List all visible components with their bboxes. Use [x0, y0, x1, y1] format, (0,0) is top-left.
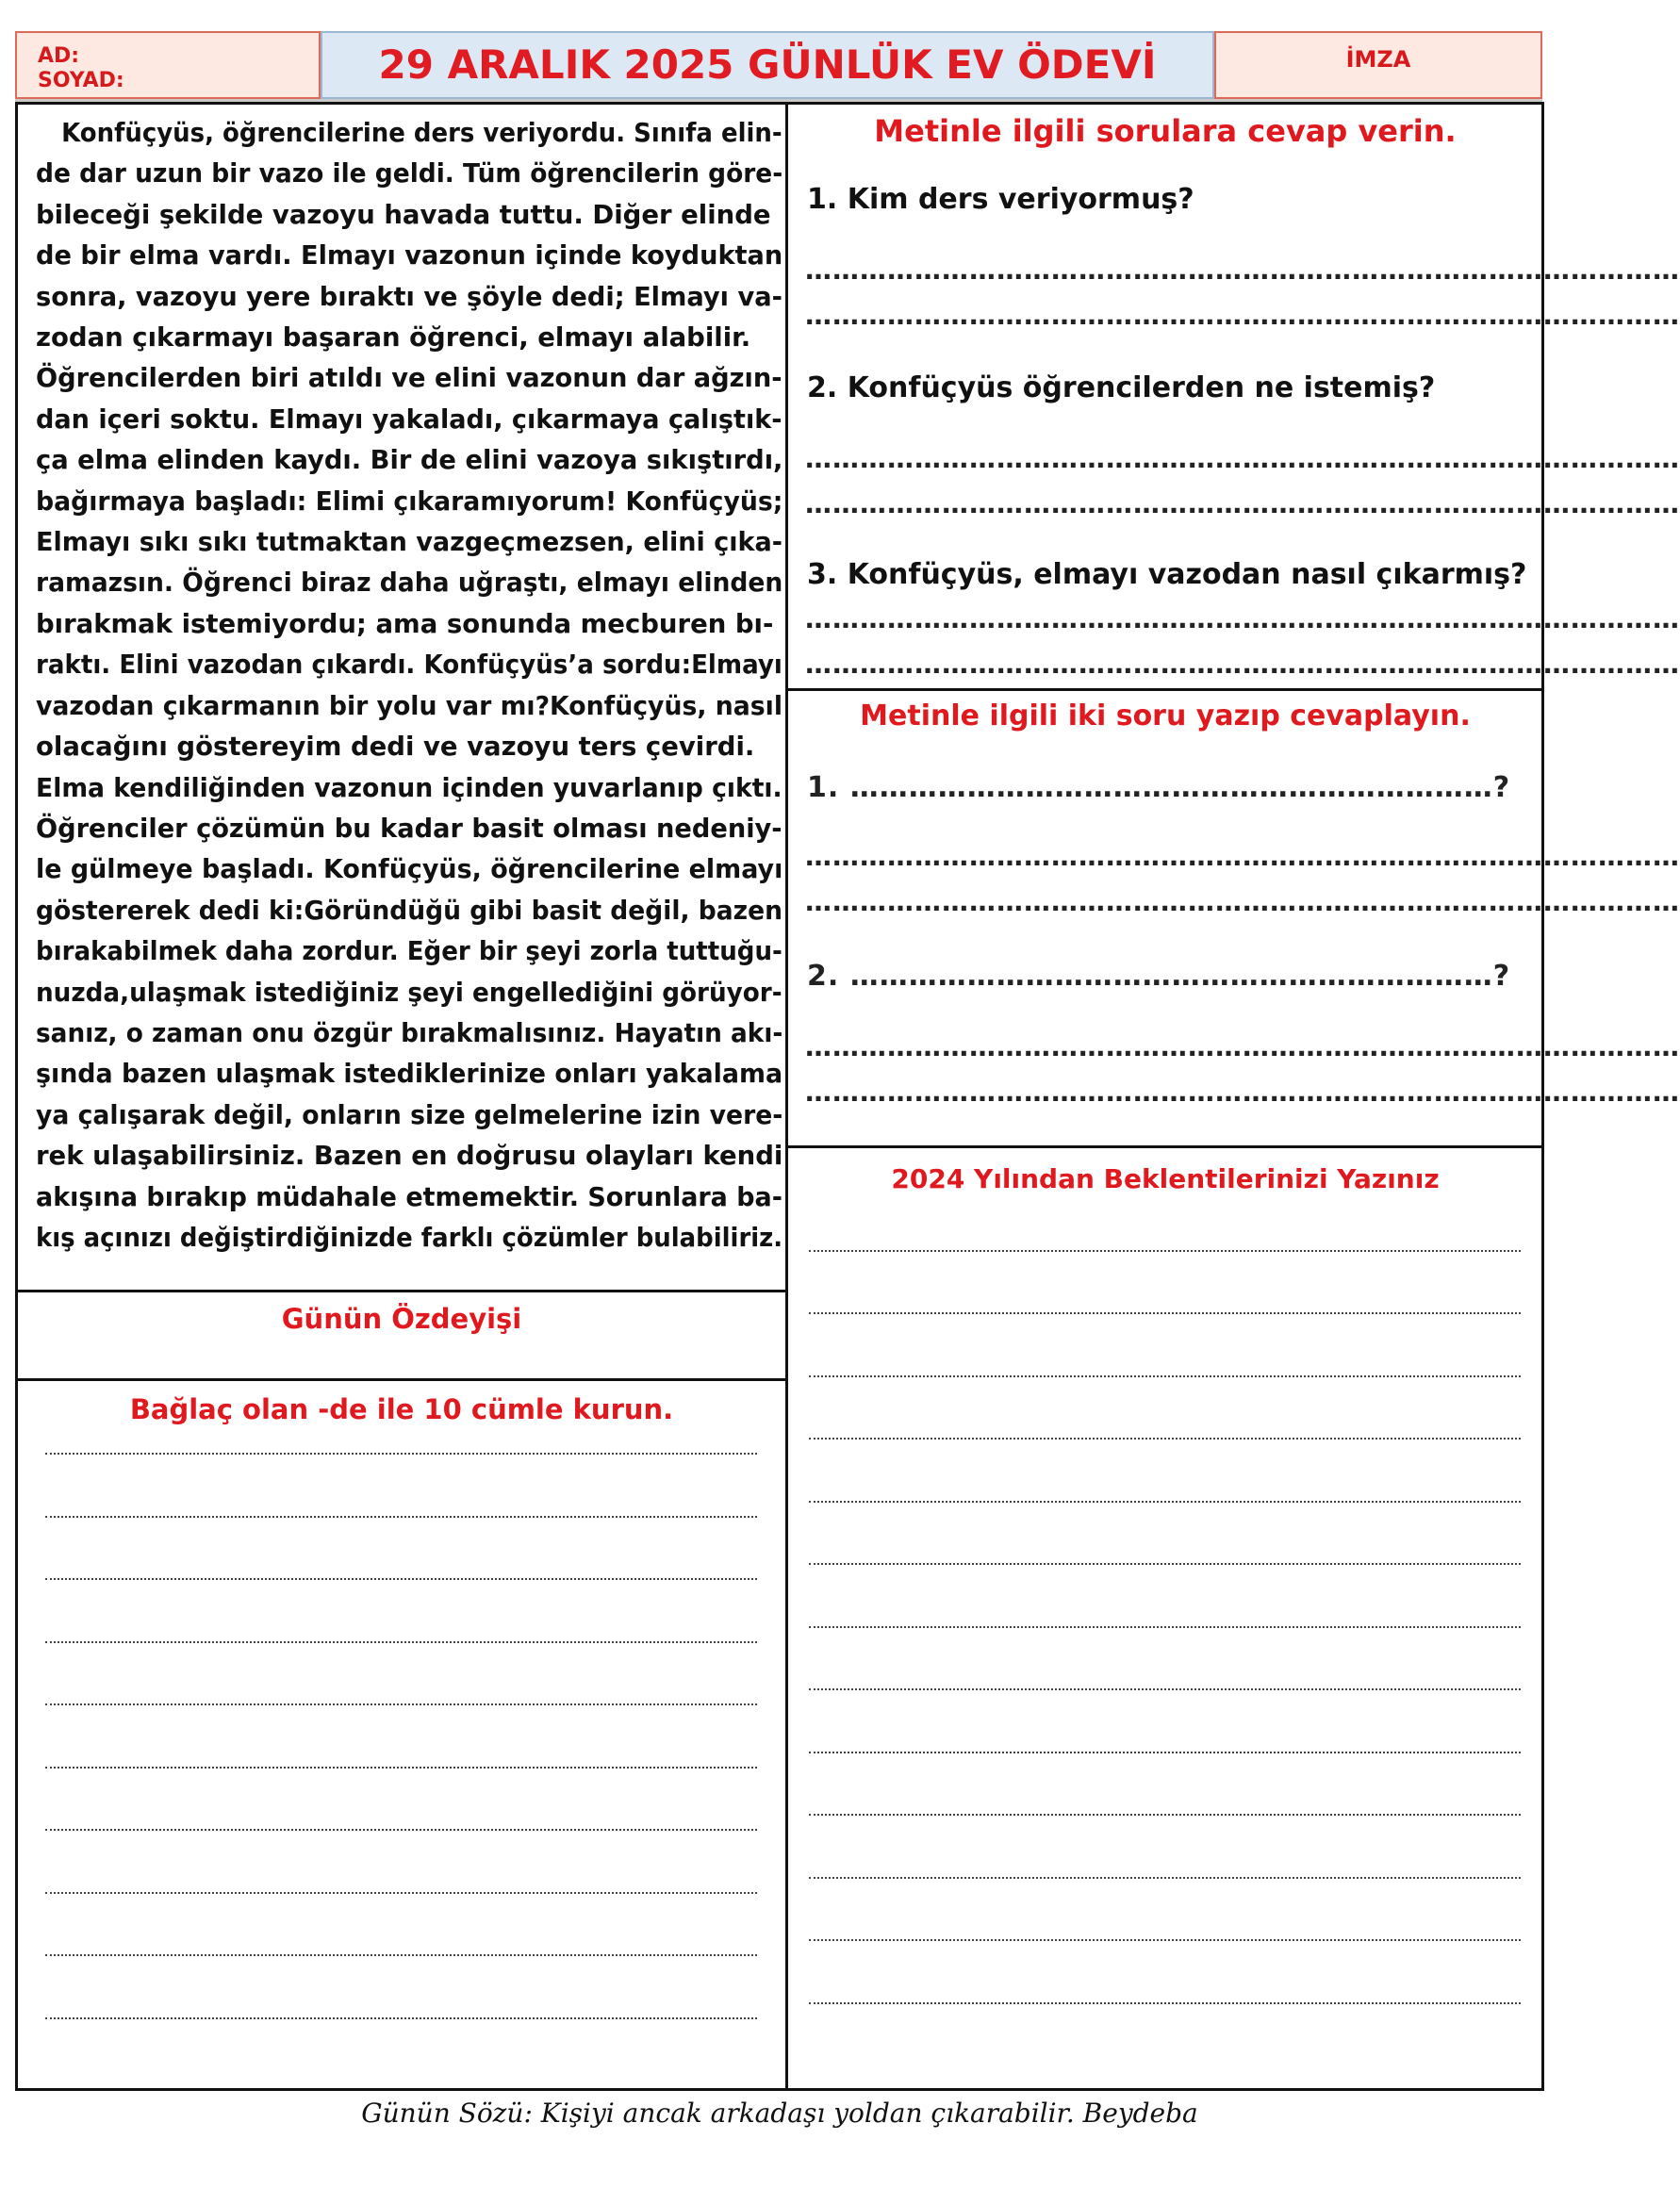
story-line: de dar uzun bir vazo ile geldi. Tüm öğrencilerin göre- [36, 158, 783, 189]
own-question-1[interactable]: 1. …………………………………………………………? [807, 771, 1511, 804]
story-line: Elmayı sıkı sıkı tutmaktan vazgeçmezsen, elini çıka- [36, 527, 783, 558]
writing-line[interactable] [809, 2002, 1521, 2004]
story-line: ramazsın. Öğrenci biraz daha uğraştı, elmayı elinden [36, 568, 783, 599]
writing-line[interactable] [45, 1578, 757, 1580]
writing-line[interactable] [809, 1563, 1521, 1565]
story-line: zodan çıkarmayı başaran öğrenci, elmayı alabilir. [36, 322, 751, 354]
own-questions-section-title: Metinle ilgili iki soru yazıp cevaplayın. [860, 699, 1471, 732]
writing-line[interactable] [45, 1516, 757, 1518]
story-line: ya çalışarak değil, onların size gelmelerine izin vere- [36, 1099, 783, 1130]
question-3: 3. Konfüçyüs, elmayı vazodan nasıl çıkarmış? [807, 558, 1527, 591]
writing-line[interactable] [809, 1626, 1521, 1628]
story-line: bağırmaya başladı: Elimi çıkaramıyorum! Konfüçyüs; [36, 485, 783, 517]
answer-dots[interactable]: …………………………………………………………………………………… [805, 886, 1680, 917]
writing-line[interactable] [45, 1453, 757, 1455]
story-line: rek ulaşabilirsiniz. Bazen en doğrusu olayları kendi [36, 1141, 783, 1172]
signature-field [1214, 31, 1542, 99]
page-title: 29 ARALIK 2025 GÜNLÜK EV ÖDEVİ [321, 31, 1214, 99]
footer-quote: Günün Sözü: Kişiyi ancak arkadaşı yoldan çıkarabilir. Beydeba [361, 2098, 1198, 2129]
column-divider [785, 102, 788, 2091]
divider-questions-bottom [785, 688, 1544, 691]
answer-dots[interactable]: …………………………………………………………………………………… [805, 488, 1680, 519]
questions-section-title: Metinle ilgili sorulara cevap verin. [874, 113, 1457, 149]
story-line: bileceği şekilde vazoyu havada tuttu. Diğer elinde [36, 199, 771, 230]
writing-line[interactable] [45, 1641, 757, 1643]
story-line: olacağını göstereyim dedi ve vazoyu ters çevirdi. [36, 732, 755, 763]
expectations-section-title: 2024 Yılından Beklentilerinizi Yazınız [891, 1163, 1440, 1194]
story-line: sanız, o zaman onu özgür bırakmalısınız. Hayatın akı- [36, 1017, 783, 1048]
story-line: sonra, vazoyu yere bıraktı ve şöyle dedi; Elmayı va- [36, 281, 782, 312]
story-line: ça elma elinden kaydı. Bir de elini vazoya sıkıştırdı, [36, 445, 783, 476]
writing-line[interactable] [45, 1703, 757, 1705]
answer-dots[interactable]: …………………………………………………………………………………… [805, 649, 1680, 680]
writing-line[interactable] [45, 1829, 757, 1831]
answer-dots[interactable]: …………………………………………………………………………………… [805, 1031, 1680, 1062]
answer-dots[interactable]: …………………………………………………………………………………… [805, 443, 1680, 474]
signature-label: İMZA [1345, 46, 1411, 73]
writing-line[interactable] [45, 1954, 757, 1956]
story-line: göstererek dedi ki:Göründüğü gibi basit değil, bazen [36, 895, 782, 926]
writing-line[interactable] [809, 1501, 1521, 1503]
question-1: 1. Kim ders veriyormuş? [807, 183, 1194, 216]
answer-dots[interactable]: …………………………………………………………………………………… [805, 300, 1680, 331]
answer-dots[interactable]: …………………………………………………………………………………… [805, 603, 1680, 634]
quote-section-title: Günün Özdeyişi [281, 1303, 522, 1335]
writing-line[interactable] [809, 1752, 1521, 1753]
story-text [36, 113, 781, 1259]
story-line: nuzda,ulaşmak istediğiniz şeyi engellediğini görüyor- [36, 977, 782, 1008]
story-line: Öğrenciler çözümün bu kadar basit olması nedeniy- [36, 813, 782, 844]
story-line: bırakmak istemiyordu; ama sonunda mecburen bı- [36, 608, 774, 639]
writing-line[interactable] [809, 1939, 1521, 1941]
writing-line[interactable] [809, 1312, 1521, 1314]
answer-dots[interactable]: …………………………………………………………………………………… [805, 1077, 1680, 1108]
name-label: AD: [38, 44, 80, 68]
divider-own-questions-bottom [785, 1145, 1544, 1148]
story-line: vazodan çıkarmanın bir yolu var mı?Konfüçyüs, nasıl [36, 690, 782, 721]
conjunction-section-title: Bağlaç olan -de ile 10 cümle kurun. [129, 1393, 674, 1425]
story-line: le gülmeye başladı. Konfüçyüs, öğrencilerine elmayı [36, 854, 783, 885]
surname-label: SOYAD: [38, 69, 124, 92]
story-line: Konfüçyüs, öğrencilerine ders veriyordu. Sınıfa elin- [36, 118, 782, 148]
divider-story-bottom [15, 1290, 787, 1292]
story-line: de bir elma vardı. Elmayı vazonun içinde koyduktan [36, 240, 783, 272]
writing-line[interactable] [809, 1688, 1521, 1690]
story-line: kış açınızı değiştirdiğinizde farklı çözümler bulabiliriz. [36, 1222, 783, 1253]
divider-quote-bottom [15, 1378, 787, 1381]
story-line: dan içeri soktu. Elmayı yakaladı, çıkarmaya çalıştık- [36, 403, 782, 435]
answer-dots[interactable]: …………………………………………………………………………………… [805, 841, 1680, 872]
writing-line[interactable] [45, 1767, 757, 1769]
writing-line[interactable] [809, 1250, 1521, 1252]
story-line: bırakabilmek daha zordur. Eğer bir şeyi zorla tuttuğu- [36, 936, 782, 967]
own-question-2[interactable]: 2. …………………………………………………………? [807, 960, 1511, 993]
story-line: şında bazen ulaşmak istediklerinize onları yakalama [36, 1059, 783, 1090]
writing-line[interactable] [809, 1877, 1521, 1879]
writing-line[interactable] [45, 1892, 757, 1894]
question-2: 2. Konfüçyüs öğrencilerden ne istemiş? [807, 371, 1436, 404]
writing-line[interactable] [809, 1375, 1521, 1377]
story-line: raktı. Elini vazodan çıkardı. Konfüçyüs’a sordu:Elmayı [36, 650, 782, 681]
writing-line[interactable] [809, 1438, 1521, 1440]
story-line: Elma kendiliğinden vazonun içinden yuvarlanıp çıktı. [36, 772, 782, 803]
story-line: akışına bırakıp müdahale etmemektir. Sorunlara ba- [36, 1181, 782, 1212]
story-line: Öğrencilerden biri atıldı ve elini vazonun dar ağzın- [36, 363, 782, 394]
name-surname-field [15, 31, 321, 99]
answer-dots[interactable]: …………………………………………………………………………………… [805, 255, 1680, 286]
writing-line[interactable] [45, 2017, 757, 2019]
writing-line[interactable] [809, 1814, 1521, 1816]
